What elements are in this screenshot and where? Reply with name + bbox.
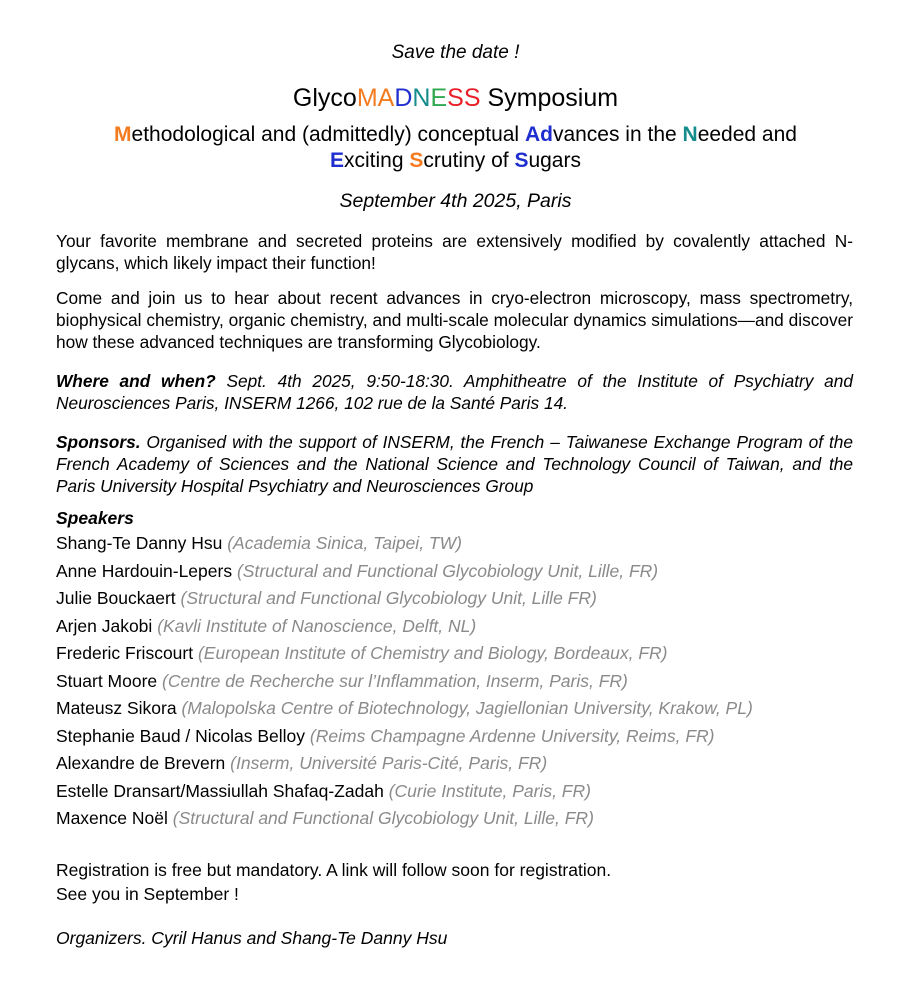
title-letter-a: A <box>377 84 395 112</box>
title-suffix: Symposium <box>480 84 619 112</box>
speaker-affiliation: (Structural and Functional Glycobiology Unit, Lille FR) <box>180 588 597 608</box>
speaker-name: Stephanie Baud / Nicolas Belloy <box>56 725 306 746</box>
speaker-affiliation: (Centre de Recherche sur l’Inflammation, Inserm, Paris, FR) <box>162 670 628 691</box>
registration-text: Registration is free but mandatory. A link will follow soon for registration. <box>56 860 612 880</box>
speaker-affiliation: (Reims Champagne Ardenne University, Reims, FR) <box>309 725 715 746</box>
speaker-affiliation: (European Institute of Chemistry and Biology, Bordeaux, FR) <box>197 643 668 663</box>
speakers-list <box>56 532 753 835</box>
save-the-date: Save the date ! <box>391 42 520 63</box>
speaker-item <box>56 697 753 725</box>
where-when-text: Sept. 4th 2025, 9:50-18:30. Amphitheatre of the Institute of Psychiatry and Neurosciences Paris, INSERM 1266, 102 rue de la Santé Paris 14. <box>56 371 853 413</box>
speaker-item <box>56 670 753 698</box>
speaker-affiliation: (Malopolska Centre of Biotechnology, Jagiellonian University, Krakow, PL) <box>181 698 753 718</box>
acronym-letter: E <box>330 149 345 172</box>
registration-block <box>56 858 611 906</box>
acronym-letter: S <box>409 149 424 172</box>
speaker-item <box>56 560 753 588</box>
speaker-item <box>56 587 753 615</box>
speaker-affiliation: (Structural and Functional Glycobiology Unit, Lille, FR) <box>236 560 659 581</box>
acronym-letter: Ad <box>524 123 553 146</box>
speaker-name: Estelle Dransart/Massiullah Shafaq-Zadah <box>56 780 384 801</box>
symposium-title <box>0 84 911 113</box>
acronym-letter: M <box>114 123 132 146</box>
where-when-paragraph <box>56 370 853 414</box>
see-you-text: See you in September ! <box>56 884 239 904</box>
speaker-item <box>56 642 753 670</box>
speaker-name: Frederic Friscourt <box>56 643 194 663</box>
subtitle-text: xciting <box>344 149 410 172</box>
speaker-name: Alexandre de Brevern <box>56 753 226 773</box>
subtitle-line-1 <box>0 122 911 148</box>
speaker-item <box>56 725 753 753</box>
title-prefix: Glyco <box>292 84 357 112</box>
title-letter-s1: S <box>447 84 464 112</box>
title-letter-s2: S <box>463 84 481 112</box>
speaker-item <box>56 615 753 643</box>
speaker-name: Stuart Moore <box>56 670 158 691</box>
speaker-affiliation: (Kavli Institute of Nanoscience, Delft, NL) <box>157 615 477 636</box>
sponsors-label: Sponsors. <box>56 432 141 452</box>
speaker-affiliation: (Academia Sinica, Taipei, TW) <box>227 533 462 553</box>
speaker-name: Mateusz Sikora <box>56 698 177 718</box>
speaker-item <box>56 752 753 780</box>
subtitle-text: vances in the <box>552 123 683 146</box>
speaker-item <box>56 532 753 560</box>
title-letter-e: E <box>430 84 448 112</box>
where-when-label: Where and when? <box>56 371 216 391</box>
subtitle-text: ugars <box>528 149 581 172</box>
event-date: September 4th 2025, Paris <box>339 190 572 212</box>
subtitle-text: ethodological and (admittedly) conceptual <box>131 123 525 146</box>
intro-paragraph: Your favorite membrane and secreted proteins are extensively modified by covalently attached N-glycans, which likely impact their function! <box>56 231 853 273</box>
title-letter-n: N <box>412 84 431 112</box>
organizers-line: Organizers. Cyril Hanus and Shang-Te Danny Hsu <box>56 928 448 948</box>
subtitle-text: crutiny of <box>423 149 515 172</box>
speaker-name: Arjen Jakobi <box>56 615 153 636</box>
invite-paragraph: Come and join us to hear about recent advances in cryo-electron microscopy, mass spectrometry, biophysical chemistry, organic chemistry, and multi-scale molecular dynamics simulations—and discover how these advanced techniques are transforming Glycobiology. <box>56 288 853 352</box>
sponsors-text: Organised with the support of INSERM, the French – Taiwanese Exchange Program of the French Academy of Sciences and the National Science and Technology Council of Taiwan, and the Paris University Hospital Psychiatry and Neurosciences Group <box>56 432 853 496</box>
title-letter-m: M <box>356 84 378 112</box>
title-letter-d: D <box>394 84 413 112</box>
speakers-heading: Speakers <box>56 508 134 528</box>
speaker-item <box>56 807 753 835</box>
speaker-affiliation: (Inserm, Université Paris-Cité, Paris, FR) <box>230 753 548 773</box>
subtitle-line-2 <box>0 148 911 174</box>
speaker-item <box>56 780 753 808</box>
acronym-letter: S <box>514 149 529 172</box>
speaker-name: Julie Bouckaert <box>56 588 176 608</box>
speaker-name: Shang-Te Danny Hsu <box>56 533 223 553</box>
acronym-letter: N <box>682 123 698 146</box>
subtitle-text: eeded and <box>697 123 797 146</box>
speaker-name: Anne Hardouin-Lepers <box>56 560 233 581</box>
speaker-affiliation: (Curie Institute, Paris, FR) <box>388 780 591 801</box>
speaker-name: Maxence Noël <box>56 808 168 828</box>
sponsors-paragraph <box>56 431 853 497</box>
speaker-affiliation: (Structural and Functional Glycobiology Unit, Lille, FR) <box>172 808 594 828</box>
